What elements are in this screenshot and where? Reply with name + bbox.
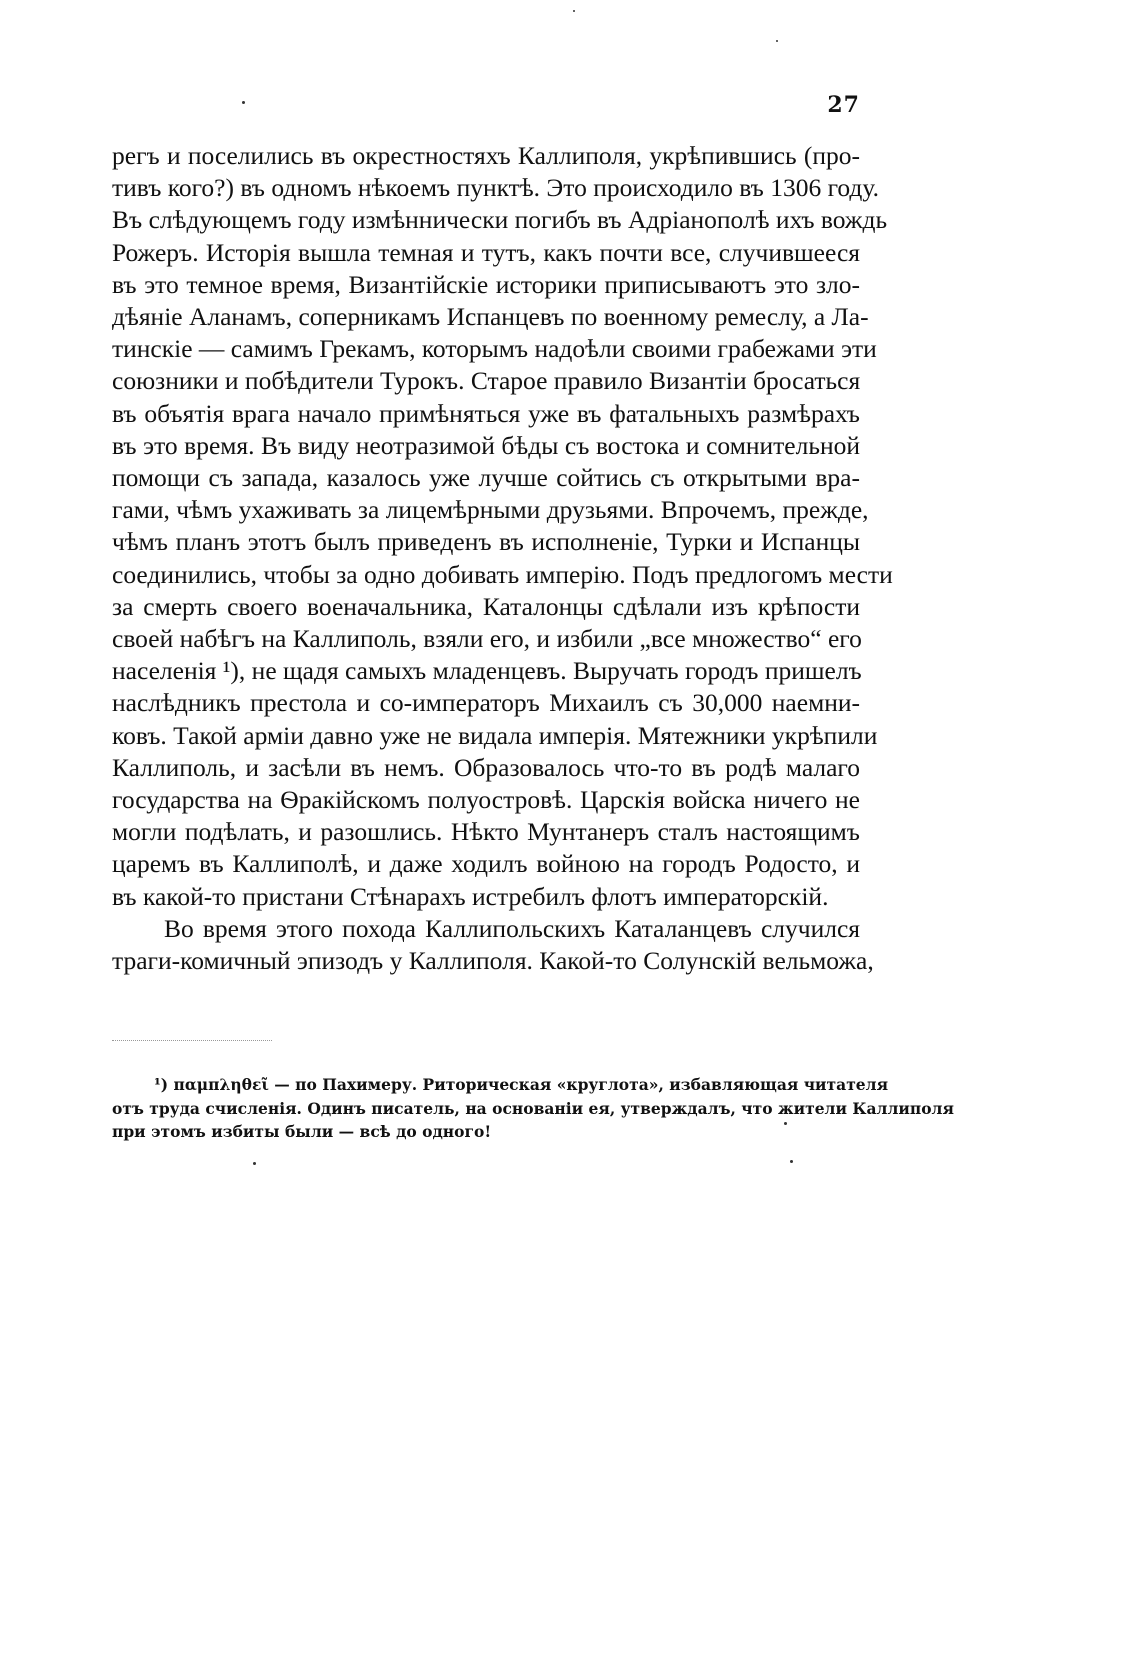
text-line: дѣяніе Аланамъ, соперникамъ Испанцевъ по военному ремеслу, а Ла- — [112, 302, 869, 332]
footnote — [112, 1073, 954, 1144]
text-line: Рожеръ. Исторія вышла темная и тутъ, какъ почти все, случившееся — [112, 237, 860, 267]
page-number: 27 — [827, 92, 860, 118]
scan-speck — [784, 1122, 787, 1125]
text-line: помощи съ запада, казалось уже лучше сойтись съ открытыми вра- — [112, 463, 860, 493]
text-line: въ это время. Въ виду неотразимой бѣды съ востока и сомнительной — [112, 430, 860, 460]
text-line: въ объятія врага начало примѣняться уже въ фатальныхъ размѣрахъ — [112, 398, 860, 428]
text-line: Каллиполь, и засѣли въ немъ. Образовалось что-то въ родѣ малаго — [112, 752, 860, 782]
text-line: въ это темное время, Византійскіе историки приписываютъ это зло- — [112, 269, 860, 299]
text-line: государства на Ѳракійскомъ полуостровѣ. Царскія войска ничего не — [112, 785, 860, 815]
text-line: траги-комичный эпизодъ у Каллиполя. Какой-то Солунскій вельможа, — [112, 946, 874, 976]
paragraph-2 — [112, 913, 874, 977]
text-line: соединились, чтобы за одно добивать имперію. Подъ предлогомъ мести — [112, 559, 893, 589]
text-line: царемъ въ Каллиполѣ, и даже ходилъ войною на городъ Родосто, и — [112, 849, 860, 879]
text-line: Во время этого похода Каллипольскихъ Каталанцевъ случился — [164, 913, 860, 943]
text-line: Въ слѣдующемъ году измѣннически погибъ въ Адріанополѣ ихъ вождь — [112, 205, 888, 235]
footnote-line: отъ труда счисленія. Одинъ писатель, на основаніи ея, утверждалъ, что жители Каллиполя — [112, 1098, 954, 1118]
text-line: гами, чѣмъ ухаживать за лицемѣрными друзьями. Впрочемъ, прежде, — [112, 495, 869, 525]
footnote-separator — [112, 1040, 272, 1041]
scan-speck — [242, 101, 245, 104]
text-line: союзники и побѣдители Турокъ. Старое правило Византіи бросаться — [112, 366, 861, 396]
text-line: въ какой-то пристани Стѣнарахъ истребилъ флотъ императорскій. — [112, 881, 829, 911]
scan-speck — [776, 40, 778, 42]
text-line: наслѣдникъ престола и со-императоръ Михаилъ съ 30,000 наемни- — [112, 688, 860, 718]
scan-speck — [790, 1160, 793, 1163]
text-line: ковъ. Такой арміи давно уже не видала имперія. Мятежники укрѣпили — [112, 720, 878, 750]
footnote-line: ¹) παμπληθεῖ — по Пахимеру. Риторическая «круглота», избавляющая читателя — [154, 1075, 889, 1094]
text-line: регъ и поселились въ окрестностяхъ Каллиполя, укрѣпившись (про- — [112, 141, 860, 170]
text-line: населенія ¹), не щадя самыхъ младенцевъ. Выручать городъ пришелъ — [112, 656, 862, 686]
main-text — [112, 140, 893, 977]
text-line: за смерть своего военачальника, Каталонцы сдѣлали изъ крѣпости — [112, 591, 860, 621]
scan-speck — [573, 10, 575, 12]
text-line: тивъ кого?) въ одномъ нѣкоемъ пунктѣ. Это происходило въ 1306 году. — [112, 173, 879, 203]
text-line: тинскіе — самимъ Грекамъ, которымъ надоѣли своими грабежами эти — [112, 334, 877, 364]
scan-speck — [253, 1162, 256, 1165]
text-line: своей набѣгъ на Каллиполь, взяли его, и избили „все множество“ его — [112, 624, 862, 654]
footnote-line: при этомъ избиты были — всѣ до одного! — [112, 1122, 492, 1141]
text-line: чѣмъ планъ этотъ былъ приведенъ въ исполненіе, Турки и Испанцы — [112, 527, 860, 557]
text-line: могли подѣлать, и разошлись. Нѣкто Мунтанеръ сталъ настоящимъ — [112, 817, 860, 847]
paragraph-1 — [112, 140, 893, 913]
